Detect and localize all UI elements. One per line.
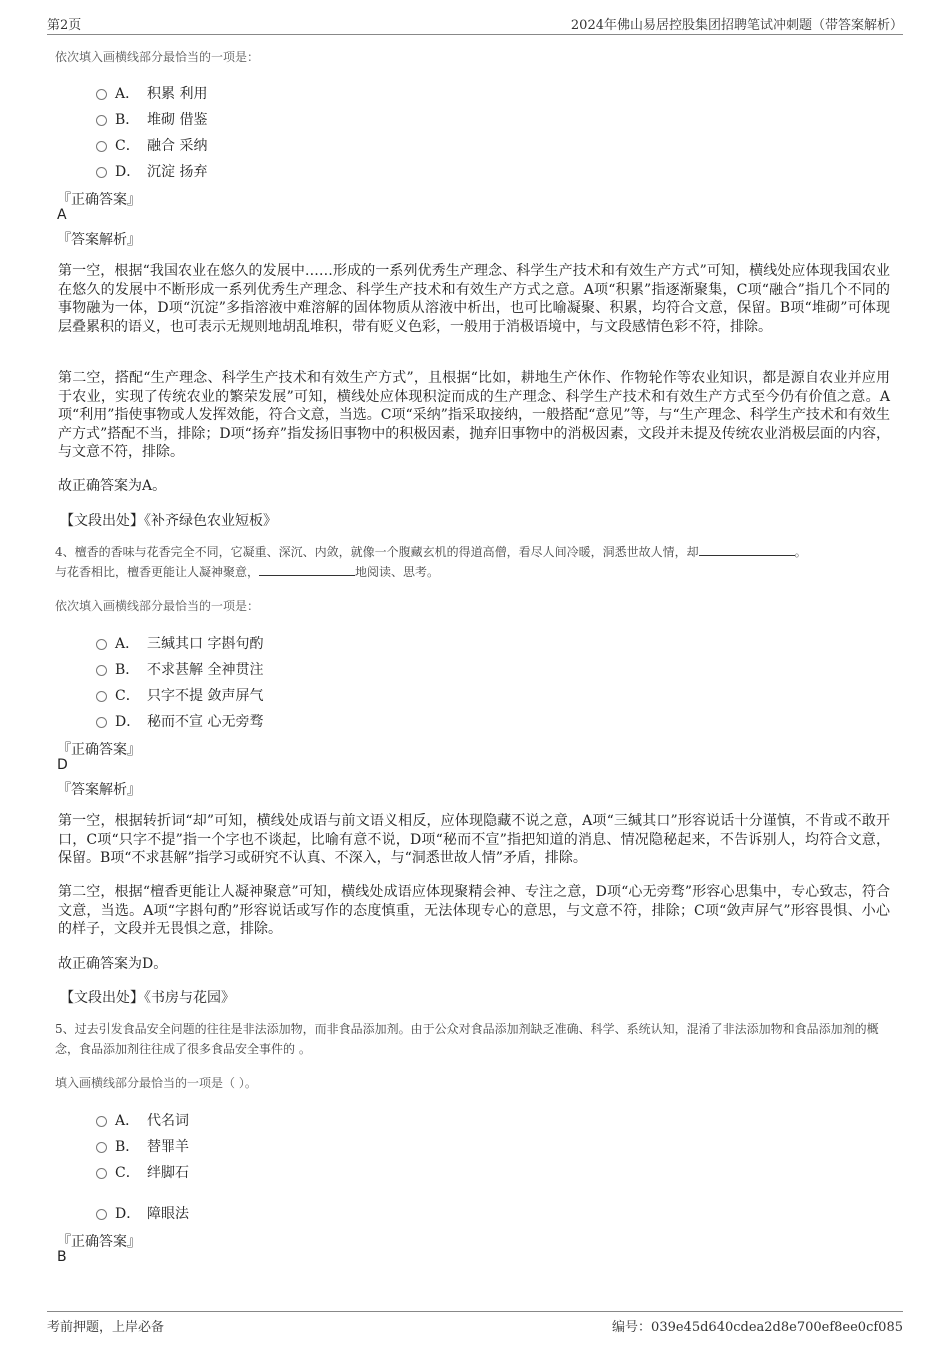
radio-icon[interactable] [96,691,107,702]
q3-option-c[interactable]: C． 融合 采纳 [96,135,207,155]
q3-analysis-para-2: 第二空，搭配“生产理念、科学生产技术和有效生产方式”，且根据“比如，耕地生产休作、作物轮作等农业知识，都是源自农业并应用于农业，实现了传统农业的繁荣发展”可知，横线处应体现积淀而成的生产理念、科学生产技术和有效生产方式至今仍有价值之意。A项“利用”指使事物或人发挥效能，符合文意，当选。C项“采纳”指采取接纳，一般搭配“意见”等，与“生产理念、科学生产技术和有效生产方式”搭配不当，排除；D项“扬弃”指发扬旧事物中的积极因素，抛弃旧事物中的消极因素，文段并未提及传统农业消极层面的内容，与文意不符，排除。 [58,370,890,460]
radio-icon[interactable] [96,717,107,728]
q3-prompt: 依次填入画横线部分最恰当的一项是： [55,50,260,64]
q3-analysis-para-1: 第一空，根据“我国农业在悠久的发展中……形成的一系列优秀生产理念、科学生产技术和有效生产方式”可知，横线处应体现我国农业在悠久的发展中不断形成一系列优秀生产理念、科学生产技术和有效生产方式之意。A项“积累”指逐渐聚集，C项“融合”指几个不同的事物融为一体，D项“沉淀”多指溶液中难溶解的固体物质从溶液中析出，也可比喻凝聚、积累，均符合文意，保留。B项“堆砌”可体现层叠累积的语义，也可表示无规则地胡乱堆积，带有贬义色彩，一般用于消极语境中，与文段感情色彩不符，排除。 [58,263,890,335]
document-title: 2024年佛山易居控股集团招聘笔试冲刺题（带答案解析） [570,18,903,33]
page-number: 第2页 [47,18,82,33]
q5-option-d[interactable]: D． 障眼法 [96,1203,189,1223]
radio-icon[interactable] [96,167,107,178]
q5-option-b[interactable]: B． 替罪羊 [96,1136,189,1156]
q4-analysis-para-1: 第一空，根据转折词“却”可知，横线处成语与前文语义相反，应体现隐藏不说之意，A项“三缄其口”形容说话十分谨慎，不肯或不敢开口，C项“只字不提”指一个字也不谈起，比喻有意不说，D项“秘而不宣”指把知道的消息、情况隐秘起来，不告诉别人，均符合文意，保留。B项“不求甚解”指学习或研究不认真、不深入，与“洞悉世故人情”矛盾，排除。 [58,813,890,866]
document-code: 编号：039e45d640cdea2d8e700ef8ee0cf085 [612,1320,903,1335]
q4-answer: D [57,757,68,773]
q5-question-text: 5、过去引发食品安全问题的往往是非法添加物，而非食品添加剂。由于公众对食品添加剂缺乏准确、科学、系统认知，混淆了非法添加物和食品添加剂的概念，食品添加剂往往成了很多食品安全事件的 。 [55,1022,879,1056]
q3-option-a[interactable]: A． 积累 利用 [96,83,207,103]
radio-icon[interactable] [96,1168,107,1179]
q4-option-a[interactable]: A． 三缄其口 字斟句酌 [96,633,263,653]
q5-option-c[interactable]: C． 绊脚石 [96,1162,189,1182]
page-footer [47,1311,903,1336]
q4-prompt: 依次填入画横线部分最恰当的一项是： [55,599,260,613]
page-header [47,12,903,35]
radio-icon[interactable] [96,89,107,100]
radio-icon[interactable] [96,639,107,650]
q4-option-b[interactable]: B． 不求甚解 全神贯注 [96,659,263,679]
footer-slogan: 考前押题，上岸必备 [47,1320,165,1335]
q3-source: 【文段出处】《补齐绿色农业短板》 [60,513,277,529]
q3-option-b[interactable]: B． 堆砌 借鉴 [96,109,207,129]
radio-icon[interactable] [96,141,107,152]
q3-analysis-label: 『答案解析』 [57,232,141,248]
q4-source: 【文段出处】《书房与花园》 [60,990,235,1006]
q4-option-c[interactable]: C． 只字不提 敛声屏气 [96,685,263,705]
answer-blank [259,563,355,576]
radio-icon[interactable] [96,1116,107,1127]
q3-answer: A [57,207,67,223]
q3-option-d[interactable]: D． 沉淀 扬弃 [96,161,207,181]
q4-question-text: 4、檀香的香味与花香完全不同，它凝重、深沉、内敛，就像一个腹藏玄机的得道高僧，看尽人间冷暖，洞悉世故人情，却 。 与花香相比，檀香更能让人凝神聚意， 地阅读、思考。 [55,545,807,579]
q5-option-a[interactable]: A． 代名词 [96,1110,189,1130]
q3-conclusion: 故正确答案为A。 [58,478,167,494]
q5-prompt: 填入画横线部分最恰当的一项是（ ）。 [55,1076,257,1090]
radio-icon[interactable] [96,1209,107,1220]
q4-analysis-para-2: 第二空，根据“檀香更能让人凝神聚意”可知，横线处成语应体现聚精会神、专注之意，D项“心无旁骛”形容心思集中，专心致志，符合文意，当选。A项“字斟句酌”形容说话或写作的态度慎重，无法体现专心的意思，与文意不符，排除；C项“敛声屏气”形容畏惧、小心的样子，文段并无畏惧之意，排除。 [58,884,890,937]
q4-answer-label: 『正确答案』 [57,742,141,758]
radio-icon[interactable] [96,115,107,126]
radio-icon[interactable] [96,1142,107,1153]
answer-blank [699,543,795,556]
q5-answer-label: 『正确答案』 [57,1234,141,1250]
q4-option-d[interactable]: D． 秘而不宣 心无旁骛 [96,711,263,731]
q3-answer-label: 『正确答案』 [57,192,141,208]
q5-answer: B [57,1249,67,1265]
q4-conclusion: 故正确答案为D。 [58,956,168,972]
q4-analysis-label: 『答案解析』 [57,782,141,798]
radio-icon[interactable] [96,665,107,676]
